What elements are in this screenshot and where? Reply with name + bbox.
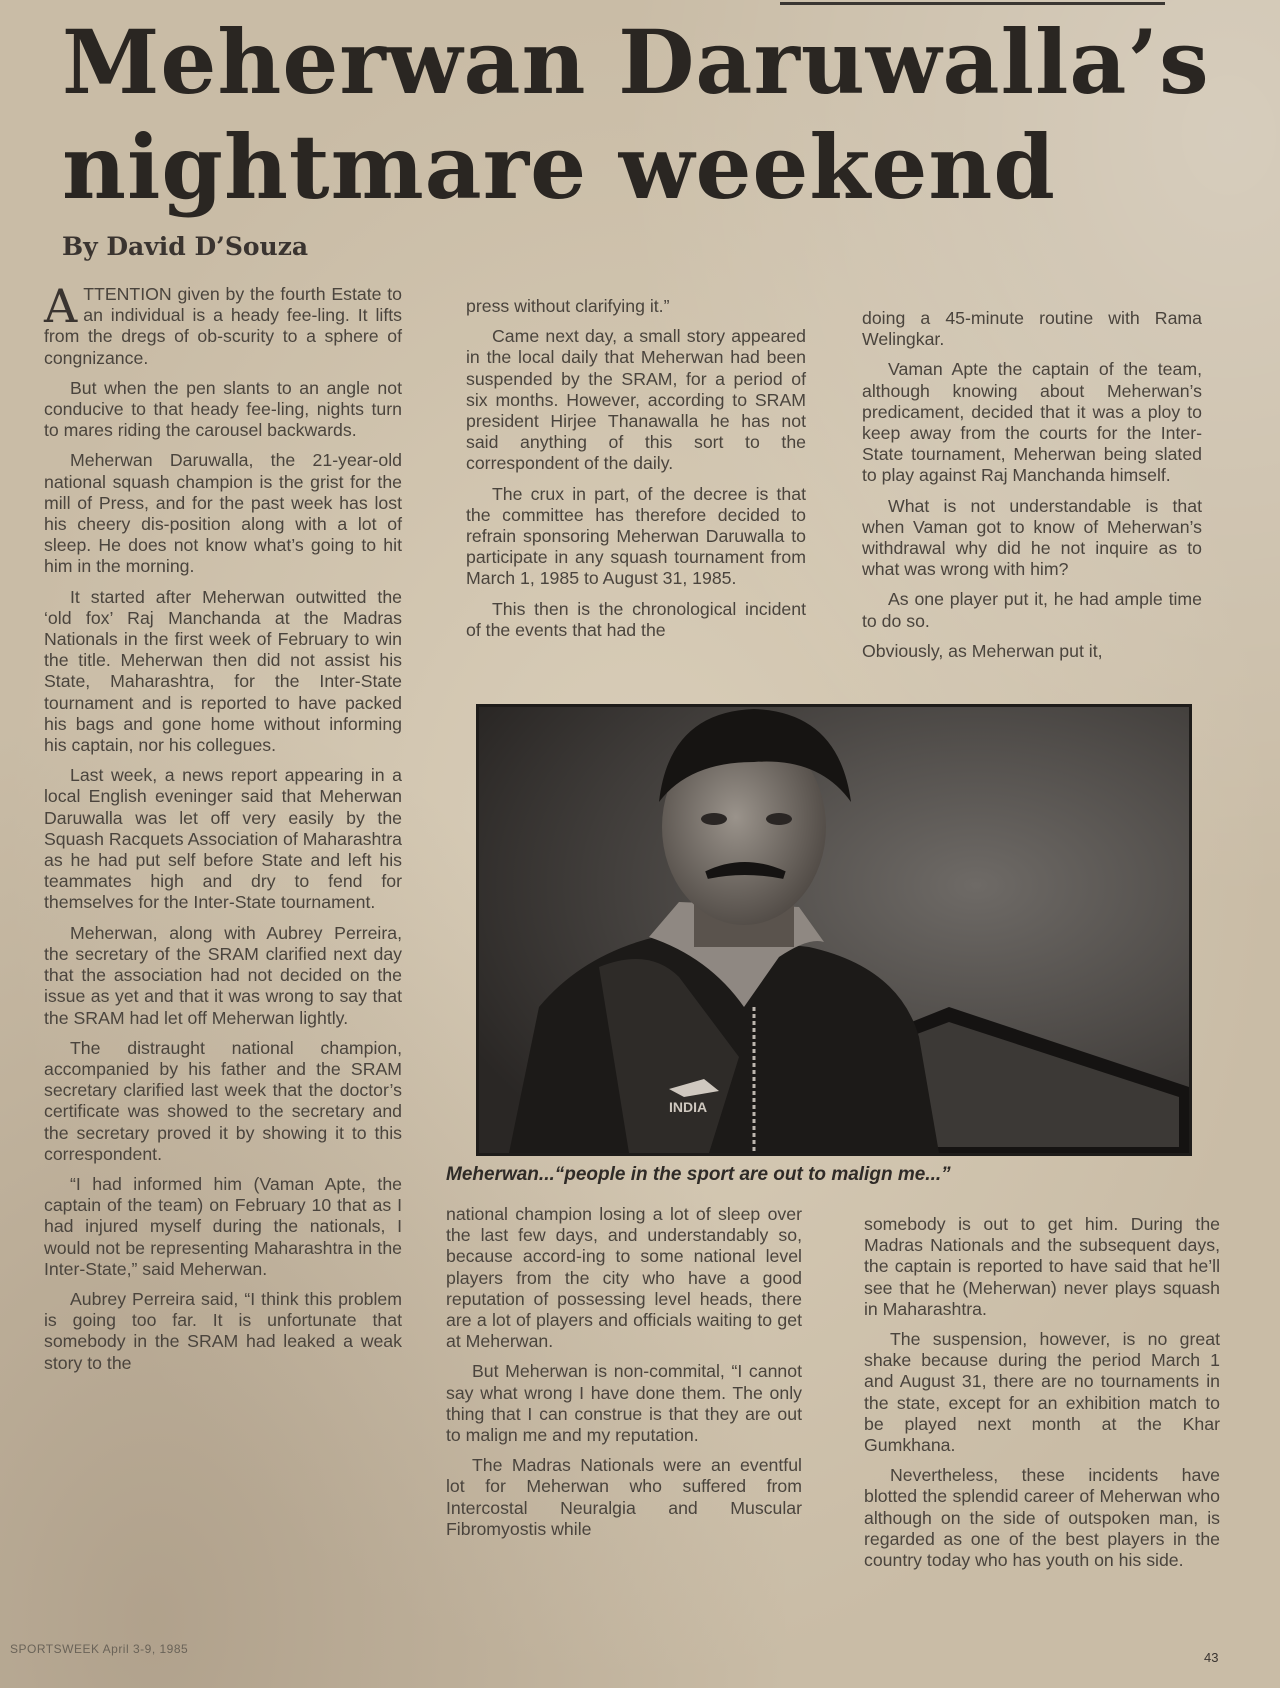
paragraph: national champion losing a lot of sleep over the last few days, and understandably so, because accord-ing to some national level players from the city who have a good reputation of possessing level heads, there are a lot of players and officials waiting to get at Meherwan. bbox=[446, 1204, 802, 1352]
paragraph: Nevertheless, these incidents have blotted the splendid career of Meherwan who although on the side of outspoken man, is regarded as one of the best players in the country today who has youth on his side. bbox=[864, 1465, 1220, 1571]
column-2-bottom bbox=[446, 1204, 802, 1549]
byline: By David D’Souza bbox=[62, 232, 309, 261]
paragraph: But when the pen slants to an angle not conducive to that heady fee-ling, nights turn to mares riding the carousel backwards. bbox=[44, 377, 402, 441]
paragraph: ATTENTION given by the fourth Estate to an individual is a heady fee-ling. It lifts from the dregs of ob-scurity to a sphere of congnizance. bbox=[44, 279, 402, 368]
paragraph: Came next day, a small story appeared in the local daily that Meherwan had been suspended by the SRAM, for a period of six months. However, according to SRAM president Hirjee Thanawalla he has not said anything of this sort to the correspondent of the daily. bbox=[466, 326, 806, 474]
paragraph: doing a 45-minute routine with Rama Welingkar. bbox=[862, 308, 1202, 350]
paragraph: As one player put it, he had ample time to do so. bbox=[862, 589, 1202, 631]
page-number: 43 bbox=[1204, 1650, 1219, 1665]
drop-cap: A bbox=[44, 279, 78, 333]
headline bbox=[62, 10, 1212, 219]
paragraph: The suspension, however, is no great shake because during the period March 1 and August 31, there are no tournaments in the state, except for an exhibition match to be played next month at the Khar Gumkhana. bbox=[864, 1329, 1220, 1456]
paragraph: somebody is out to get him. During the Madras Nationals and the subsequent days, the captain is reported to have said that he’ll see that he (Meherwan) never plays squash in Maharashtra. bbox=[864, 1214, 1220, 1319]
paragraph: What is not understandable is that when Vaman got to know of Meherwan’s withdrawal why did he not inquire as to what was wrong with him? bbox=[862, 495, 1202, 580]
top-rule bbox=[780, 2, 1165, 5]
paragraph: Obviously, as Meherwan put it, bbox=[862, 640, 1103, 661]
player-portrait-image bbox=[479, 707, 1189, 1153]
publication-footer: SPORTSWEEK April 3-9, 1985 bbox=[10, 1642, 189, 1656]
headline-line-1: Meherwan Daruwalla’s bbox=[62, 10, 1210, 114]
headline-line-2: nightmare weekend bbox=[62, 114, 1056, 219]
paragraph: This then is the chronological incident of the events that had the bbox=[466, 598, 806, 640]
player-photo bbox=[476, 704, 1192, 1156]
paragraph: Aubrey Perreira said, “I think this problem is going too far. It is unfortunate that somebody in the SRAM had leaked a weak story to the bbox=[44, 1288, 402, 1373]
paragraph: The Madras Nationals were an eventful lot for Meherwan who suffered from Intercostal Neuralgia and Muscular Fibromyostis while bbox=[446, 1455, 802, 1539]
photo-caption: Meherwan...“people in the sport are out to malign me...” bbox=[446, 1164, 951, 1185]
column-3-bottom bbox=[864, 1214, 1220, 1580]
paragraph: It started after Meherwan outwitted the ‘old fox’ Raj Manchanda at the Madras Nationals in the first week of February to win the title. Meherwan then did not assist his State, Maharashtra, for the Inter-State tournament and is reported to have packed his bags and gone home without informing his captain, nor his collegues. bbox=[44, 586, 402, 756]
paragraph: Meherwan Daruwalla, the 21-year-old national squash champion is the grist for the mill of Press, and for the past week has lost his cheery dis-position along with a lot of sleep. He does not know what’s going to hit him in the morning. bbox=[44, 450, 402, 577]
column-2-top bbox=[466, 296, 806, 650]
paragraph: press without clarifying it.” bbox=[466, 296, 670, 316]
column-3-top bbox=[862, 308, 1202, 671]
jacket-india-text: INDIA bbox=[669, 1099, 708, 1115]
paragraph: Meherwan, along with Aubrey Perreira, the secretary of the SRAM clarified next day that the association had not decided on the issue as yet and that it was wrong to say that the SRAM had let off Meherwan lightly. bbox=[44, 922, 402, 1028]
paragraph: The crux in part, of the decree is that the committee has therefore decided to refrain sponsoring Meherwan Daruwalla to participate in any squash tournament from March 1, 1985 to August 31, 1985. bbox=[466, 483, 806, 589]
paragraph: Last week, a news report appearing in a local English eveninger said that Meherwan Daruwalla was let off very easily by the Squash Racquets Association of Maharashtra as he had put self before State and left his teammates high and dry to fend for themselves for the Inter-State tournament. bbox=[44, 765, 402, 913]
paragraph: The distraught national champion, accompanied by his father and the SRAM secretary clarified last week that the doctor’s certificate was showed to the secretary and the secretary proved it by showing it to this correspondent. bbox=[44, 1037, 402, 1164]
paragraph: “I had informed him (Vaman Apte, the captain of the team) on February 10 that as I had injured myself during the nationals, I would not be representing Maharashtra in the Inter-State,” said Meherwan. bbox=[44, 1173, 402, 1279]
paragraph: Vaman Apte the captain of the team, although knowing about Meherwan’s predicament, decided that it was a ploy to keep away from the courts for the Inter-State tournament, Meherwan being slated to play against Raj Manchanda himself. bbox=[862, 359, 1202, 486]
column-1 bbox=[44, 279, 402, 1383]
paragraph: But Meherwan is non-commital, “I cannot say what wrong I have done them. The only thing that I can construe is that they are out to malign me and my reputation. bbox=[446, 1361, 802, 1446]
